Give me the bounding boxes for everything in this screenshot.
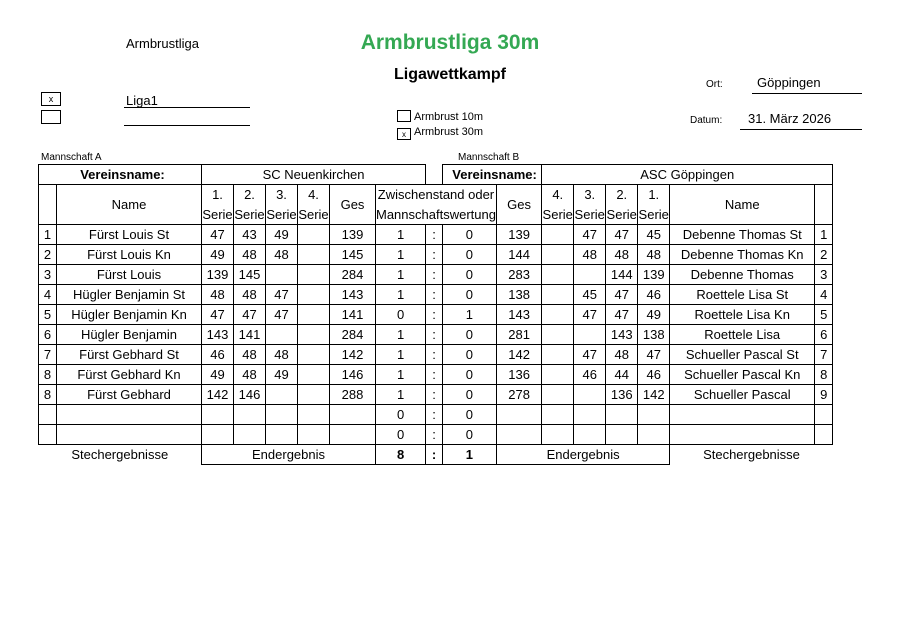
shooter-a-name[interactable]: Fürst Gebhard Kn <box>57 365 202 385</box>
shooter-a-total: 284 <box>330 325 376 345</box>
team-b-name[interactable]: ASC Göppingen <box>542 165 833 185</box>
row-index-b <box>815 425 833 445</box>
shooter-b-serie1[interactable]: 138 <box>638 325 670 345</box>
row-index-a <box>39 425 57 445</box>
shooter-a-serie3[interactable]: 49 <box>266 225 298 245</box>
table-row <box>39 305 833 325</box>
shooter-b-serie4[interactable] <box>542 225 574 245</box>
shooter-a-total: 141 <box>330 305 376 325</box>
mid-header-top: Zwischenstand oder <box>376 185 497 205</box>
row-index-b: 7 <box>815 345 833 365</box>
shooter-a-name[interactable]: Hügler Benjamin Kn <box>57 305 202 325</box>
row-index-b <box>815 405 833 425</box>
serie-b4-header-word: Serie <box>542 205 574 225</box>
shooter-a-serie3[interactable] <box>266 385 298 405</box>
shooter-a-serie4[interactable] <box>298 305 330 325</box>
shooter-b-name[interactable] <box>670 425 815 445</box>
table-row <box>39 285 833 305</box>
row-index-b: 1 <box>815 225 833 245</box>
shooter-b-serie2[interactable] <box>606 405 638 425</box>
shooter-b-serie1[interactable]: 139 <box>638 265 670 285</box>
serie-a2-header-word: Serie <box>234 205 266 225</box>
idx-a-header <box>39 185 57 225</box>
shooter-a-serie2[interactable]: 145 <box>234 265 266 285</box>
row-index-a: 7 <box>39 345 57 365</box>
shooter-a-serie4[interactable] <box>298 265 330 285</box>
datum-underline <box>740 129 862 130</box>
shooter-a-serie4[interactable] <box>298 405 330 425</box>
shooter-a-serie2[interactable]: 48 <box>234 245 266 265</box>
endergebnis-b-label: Endergebnis <box>496 445 669 465</box>
shooter-a-name[interactable]: Fürst Louis St <box>57 225 202 245</box>
shooter-b-serie2[interactable]: 47 <box>606 305 638 325</box>
points-b: 0 <box>442 425 496 445</box>
points-b: 0 <box>442 325 496 345</box>
liga-label: Liga1 <box>126 93 158 108</box>
discipline-10m-checkbox[interactable] <box>397 110 411 122</box>
row-index-a: 8 <box>39 365 57 385</box>
shooter-a-serie1[interactable]: 49 <box>202 365 234 385</box>
shooter-b-serie3[interactable]: 47 <box>574 305 606 325</box>
shooter-a-name[interactable]: Hügler Benjamin St <box>57 285 202 305</box>
shooter-b-serie1[interactable] <box>638 425 670 445</box>
shooter-a-serie4[interactable] <box>298 385 330 405</box>
points-colon: : <box>426 405 443 425</box>
points-a: 1 <box>376 245 426 265</box>
shooter-b-serie4[interactable] <box>542 285 574 305</box>
points-a: 0 <box>376 425 426 445</box>
shooter-b-total: 144 <box>496 245 541 265</box>
row-index-b: 3 <box>815 265 833 285</box>
shooter-a-serie1[interactable]: 47 <box>202 225 234 245</box>
shooter-b-serie3[interactable]: 46 <box>574 365 606 385</box>
serie-a4-header-word: Serie <box>298 205 330 225</box>
final-score-colon: : <box>426 445 443 465</box>
shooter-b-serie4[interactable] <box>542 405 574 425</box>
points-b: 0 <box>442 405 496 425</box>
ges-b-header: Ges <box>496 185 541 225</box>
shooter-b-name[interactable]: Roettele Lisa Kn <box>670 305 815 325</box>
shooter-b-serie3[interactable] <box>574 265 606 285</box>
shooter-a-serie2[interactable]: 43 <box>234 225 266 245</box>
datum-value[interactable]: 31. März 2026 <box>748 111 832 126</box>
row-index-a: 5 <box>39 305 57 325</box>
points-a: 1 <box>376 365 426 385</box>
discipline-10m-row[interactable] <box>397 110 483 123</box>
shooter-b-serie2[interactable] <box>606 425 638 445</box>
shooter-a-serie1[interactable]: 47 <box>202 305 234 325</box>
league-tag: Armbrustliga <box>126 36 199 51</box>
row-index-b: 4 <box>815 285 833 305</box>
shooter-a-serie1[interactable] <box>202 405 234 425</box>
row-index-a: 2 <box>39 245 57 265</box>
points-a: 1 <box>376 265 426 285</box>
shooter-b-total <box>496 405 541 425</box>
points-b: 0 <box>442 345 496 365</box>
serie-b3-header-word: Serie <box>574 205 606 225</box>
shooter-b-name[interactable]: Roettele Lisa <box>670 325 815 345</box>
mid-header-bottom: Mannschaftswertung <box>376 205 497 225</box>
shooter-b-serie1[interactable]: 45 <box>638 225 670 245</box>
table-row <box>39 365 833 385</box>
shooter-b-serie3[interactable]: 48 <box>574 245 606 265</box>
datum-label: Datum: <box>690 115 723 126</box>
points-colon: : <box>426 285 443 305</box>
serie-b1-header-num: 1. <box>638 185 670 205</box>
shooter-a-serie2[interactable]: 141 <box>234 325 266 345</box>
stechergebnisse-b: Stechergebnisse <box>703 447 800 463</box>
discipline-30m-row[interactable] <box>397 126 483 140</box>
ges-a-header: Ges <box>330 185 376 225</box>
points-colon: : <box>426 365 443 385</box>
shooter-b-serie3[interactable] <box>574 385 606 405</box>
serie-b2-header-word: Serie <box>606 205 638 225</box>
endergebnis-a-label: Endergebnis <box>202 445 376 465</box>
shooter-b-name[interactable]: Schueller Pascal Kn <box>670 365 815 385</box>
shooter-b-serie4[interactable] <box>542 305 574 325</box>
shooter-b-total: 281 <box>496 325 541 345</box>
shooter-a-serie1[interactable]: 142 <box>202 385 234 405</box>
shooter-b-serie2[interactable]: 143 <box>606 325 638 345</box>
points-a: 0 <box>376 305 426 325</box>
points-b: 0 <box>442 385 496 405</box>
row-index-b: 5 <box>815 305 833 325</box>
shooter-b-serie3[interactable] <box>574 325 606 345</box>
points-colon: : <box>426 225 443 245</box>
shooter-a-serie2[interactable]: 146 <box>234 385 266 405</box>
table-row <box>39 405 833 425</box>
row-index-a: 8 <box>39 385 57 405</box>
row-index-b: 6 <box>815 325 833 345</box>
liga-line-2 <box>124 125 250 126</box>
serie-a3-header-num: 3. <box>266 185 298 205</box>
serie-b1-header-word: Serie <box>638 205 670 225</box>
shooter-a-total <box>330 425 376 445</box>
points-colon: : <box>426 345 443 365</box>
row-index-a <box>39 405 57 425</box>
final-score-a: 8 <box>376 445 426 465</box>
row-index-a: 1 <box>39 225 57 245</box>
shooter-b-serie2[interactable]: 48 <box>606 245 638 265</box>
verein-label-a: Vereinsname: <box>39 165 202 185</box>
liga-checkbox-1[interactable]: x <box>41 92 61 106</box>
ort-value[interactable]: Göppingen <box>757 75 821 90</box>
shooter-a-serie3[interactable]: 48 <box>266 345 298 365</box>
points-b: 0 <box>442 365 496 385</box>
verein-gap <box>426 165 443 185</box>
shooter-b-serie2[interactable]: 48 <box>606 345 638 365</box>
serie-a1-header-word: Serie <box>202 205 234 225</box>
shooter-b-name[interactable]: Debenne Thomas <box>670 265 815 285</box>
points-colon: : <box>426 425 443 445</box>
shooter-a-total: 288 <box>330 385 376 405</box>
shooter-b-name[interactable]: Debenne Thomas St <box>670 225 815 245</box>
shooter-a-total: 142 <box>330 345 376 365</box>
points-b: 1 <box>442 305 496 325</box>
shooter-b-total: 136 <box>496 365 541 385</box>
table-row <box>39 245 833 265</box>
points-a: 1 <box>376 225 426 245</box>
shooter-b-serie1[interactable]: 48 <box>638 245 670 265</box>
liga-line-1 <box>124 107 250 108</box>
shooter-a-serie1[interactable]: 46 <box>202 345 234 365</box>
shooter-b-name[interactable] <box>670 405 815 425</box>
shooter-a-serie2[interactable]: 48 <box>234 345 266 365</box>
mannschaft-b-caption: Mannschaft B <box>458 152 520 163</box>
verein-label-b: Vereinsname: <box>442 165 541 185</box>
name-a-header: Name <box>57 185 202 225</box>
points-a: 1 <box>376 285 426 305</box>
table-row <box>39 225 833 245</box>
shooter-a-serie3[interactable] <box>266 265 298 285</box>
shooter-a-total <box>330 405 376 425</box>
result-row <box>39 445 833 465</box>
shooter-a-name[interactable]: Fürst Louis <box>57 265 202 285</box>
shooter-a-serie1[interactable]: 139 <box>202 265 234 285</box>
shooter-b-serie2[interactable]: 47 <box>606 225 638 245</box>
shooter-a-total: 145 <box>330 245 376 265</box>
points-b: 0 <box>442 225 496 245</box>
shooter-a-serie4[interactable] <box>298 285 330 305</box>
shooter-a-serie3[interactable] <box>266 405 298 425</box>
shooter-b-serie4[interactable] <box>542 365 574 385</box>
shooter-b-serie4[interactable] <box>542 385 574 405</box>
shooter-a-serie4[interactable] <box>298 425 330 445</box>
shooter-b-name[interactable]: Roettele Lisa St <box>670 285 815 305</box>
shooter-a-serie3[interactable] <box>266 325 298 345</box>
shooter-a-name[interactable]: Fürst Gebhard St <box>57 345 202 365</box>
serie-b4-header-num: 4. <box>542 185 574 205</box>
points-colon: : <box>426 245 443 265</box>
shooter-a-serie2[interactable] <box>234 425 266 445</box>
table-row <box>39 265 833 285</box>
points-a: 1 <box>376 325 426 345</box>
name-b-header: Name <box>670 185 815 225</box>
shooter-a-total: 284 <box>330 265 376 285</box>
shooter-a-serie4[interactable] <box>298 225 330 245</box>
serie-a2-header-num: 2. <box>234 185 266 205</box>
shooter-a-name[interactable]: Fürst Gebhard <box>57 385 202 405</box>
shooter-b-total: 283 <box>496 265 541 285</box>
row-index-b: 2 <box>815 245 833 265</box>
liga-checkbox-2[interactable] <box>41 110 61 124</box>
shooter-a-serie4[interactable] <box>298 345 330 365</box>
points-a: 1 <box>376 345 426 365</box>
serie-b2-header-num: 2. <box>606 185 638 205</box>
table-row <box>39 345 833 365</box>
shooter-a-serie1[interactable]: 49 <box>202 245 234 265</box>
shooter-b-serie2[interactable]: 44 <box>606 365 638 385</box>
shooter-b-total: 138 <box>496 285 541 305</box>
serie-a1-header-num: 1. <box>202 185 234 205</box>
shooter-a-serie4[interactable] <box>298 245 330 265</box>
table-row <box>39 385 833 405</box>
shooter-b-serie4[interactable] <box>542 425 574 445</box>
shooter-b-serie1[interactable]: 142 <box>638 385 670 405</box>
shooter-a-total: 143 <box>330 285 376 305</box>
ort-underline <box>752 93 862 94</box>
row-index-a: 4 <box>39 285 57 305</box>
shooter-b-total: 143 <box>496 305 541 325</box>
shooter-a-serie1[interactable]: 143 <box>202 325 234 345</box>
shooter-a-name[interactable] <box>57 425 202 445</box>
final-score-b: 1 <box>442 445 496 465</box>
shooter-b-serie3[interactable]: 47 <box>574 225 606 245</box>
table-row <box>39 325 833 345</box>
shooter-a-name[interactable]: Hügler Benjamin <box>57 325 202 345</box>
row-index-b: 9 <box>815 385 833 405</box>
column-header-top <box>39 185 833 205</box>
shooter-b-serie3[interactable]: 45 <box>574 285 606 305</box>
points-b: 0 <box>442 265 496 285</box>
shooter-a-serie4[interactable] <box>298 325 330 345</box>
shooter-b-serie4[interactable] <box>542 325 574 345</box>
shooter-b-serie4[interactable] <box>542 345 574 365</box>
shooter-b-serie1[interactable]: 49 <box>638 305 670 325</box>
shooter-b-serie3[interactable] <box>574 405 606 425</box>
shooter-b-serie2[interactable]: 144 <box>606 265 638 285</box>
serie-a3-header-word: Serie <box>266 205 298 225</box>
shooter-a-total: 139 <box>330 225 376 245</box>
points-colon: : <box>426 385 443 405</box>
shooter-a-total: 146 <box>330 365 376 385</box>
points-a: 0 <box>376 405 426 425</box>
points-a: 1 <box>376 385 426 405</box>
points-b: 0 <box>442 245 496 265</box>
shooter-b-serie4[interactable] <box>542 245 574 265</box>
discipline-30m-checkbox[interactable]: x <box>397 128 411 140</box>
table-row <box>39 425 833 445</box>
shooter-b-name[interactable]: Schueller Pascal <box>670 385 815 405</box>
idx-b-header <box>815 185 833 225</box>
shooter-b-serie1[interactable]: 46 <box>638 285 670 305</box>
shooter-b-serie1[interactable]: 46 <box>638 365 670 385</box>
shooter-b-serie2[interactable]: 47 <box>606 285 638 305</box>
shooter-a-serie2[interactable]: 48 <box>234 285 266 305</box>
discipline-10m-label: Armbrust 10m <box>414 111 484 123</box>
ort-label: Ort: <box>706 79 723 90</box>
shooter-a-serie2[interactable]: 47 <box>234 305 266 325</box>
row-index-b: 8 <box>815 365 833 385</box>
shooter-a-serie3[interactable]: 49 <box>266 365 298 385</box>
shooter-a-serie2[interactable]: 48 <box>234 365 266 385</box>
shooter-a-serie1[interactable] <box>202 425 234 445</box>
page-subtitle: Ligawettkampf <box>393 66 506 83</box>
page-title: Armbrustliga 30m <box>360 31 540 54</box>
shooter-b-serie3[interactable] <box>574 425 606 445</box>
row-index-a: 6 <box>39 325 57 345</box>
shooter-b-name[interactable]: Debenne Thomas Kn <box>670 245 815 265</box>
mannschaft-a-caption: Mannschaft A <box>41 152 102 163</box>
shooter-b-serie2[interactable]: 136 <box>606 385 638 405</box>
serie-a4-header-num: 4. <box>298 185 330 205</box>
serie-b3-header-num: 3. <box>574 185 606 205</box>
shooter-a-serie3[interactable]: 48 <box>266 245 298 265</box>
shooter-b-total: 142 <box>496 345 541 365</box>
shooter-a-serie3[interactable]: 47 <box>266 285 298 305</box>
verein-row <box>39 165 833 185</box>
shooter-b-serie4[interactable] <box>542 265 574 285</box>
shooter-b-total: 278 <box>496 385 541 405</box>
team-a-name[interactable]: SC Neuenkirchen <box>202 165 426 185</box>
shooter-a-serie2[interactable] <box>234 405 266 425</box>
shooter-a-serie3[interactable] <box>266 425 298 445</box>
stechergebnisse-a: Stechergebnisse <box>71 447 169 463</box>
points-colon: : <box>426 265 443 285</box>
points-colon: : <box>426 305 443 325</box>
scoresheet-table <box>38 164 833 465</box>
shooter-a-name[interactable]: Fürst Louis Kn <box>57 245 202 265</box>
shooter-a-serie1[interactable]: 48 <box>202 285 234 305</box>
shooter-b-total: 139 <box>496 225 541 245</box>
points-b: 0 <box>442 285 496 305</box>
shooter-b-serie1[interactable]: 47 <box>638 345 670 365</box>
shooter-a-name[interactable] <box>57 405 202 425</box>
discipline-30m-label: Armbrust 30m <box>414 126 484 138</box>
row-index-a: 3 <box>39 265 57 285</box>
shooter-a-serie3[interactable]: 47 <box>266 305 298 325</box>
shooter-b-name[interactable]: Schueller Pascal St <box>670 345 815 365</box>
points-colon: : <box>426 325 443 345</box>
shooter-b-serie3[interactable]: 47 <box>574 345 606 365</box>
shooter-b-total <box>496 425 541 445</box>
shooter-a-serie4[interactable] <box>298 365 330 385</box>
shooter-b-serie1[interactable] <box>638 405 670 425</box>
